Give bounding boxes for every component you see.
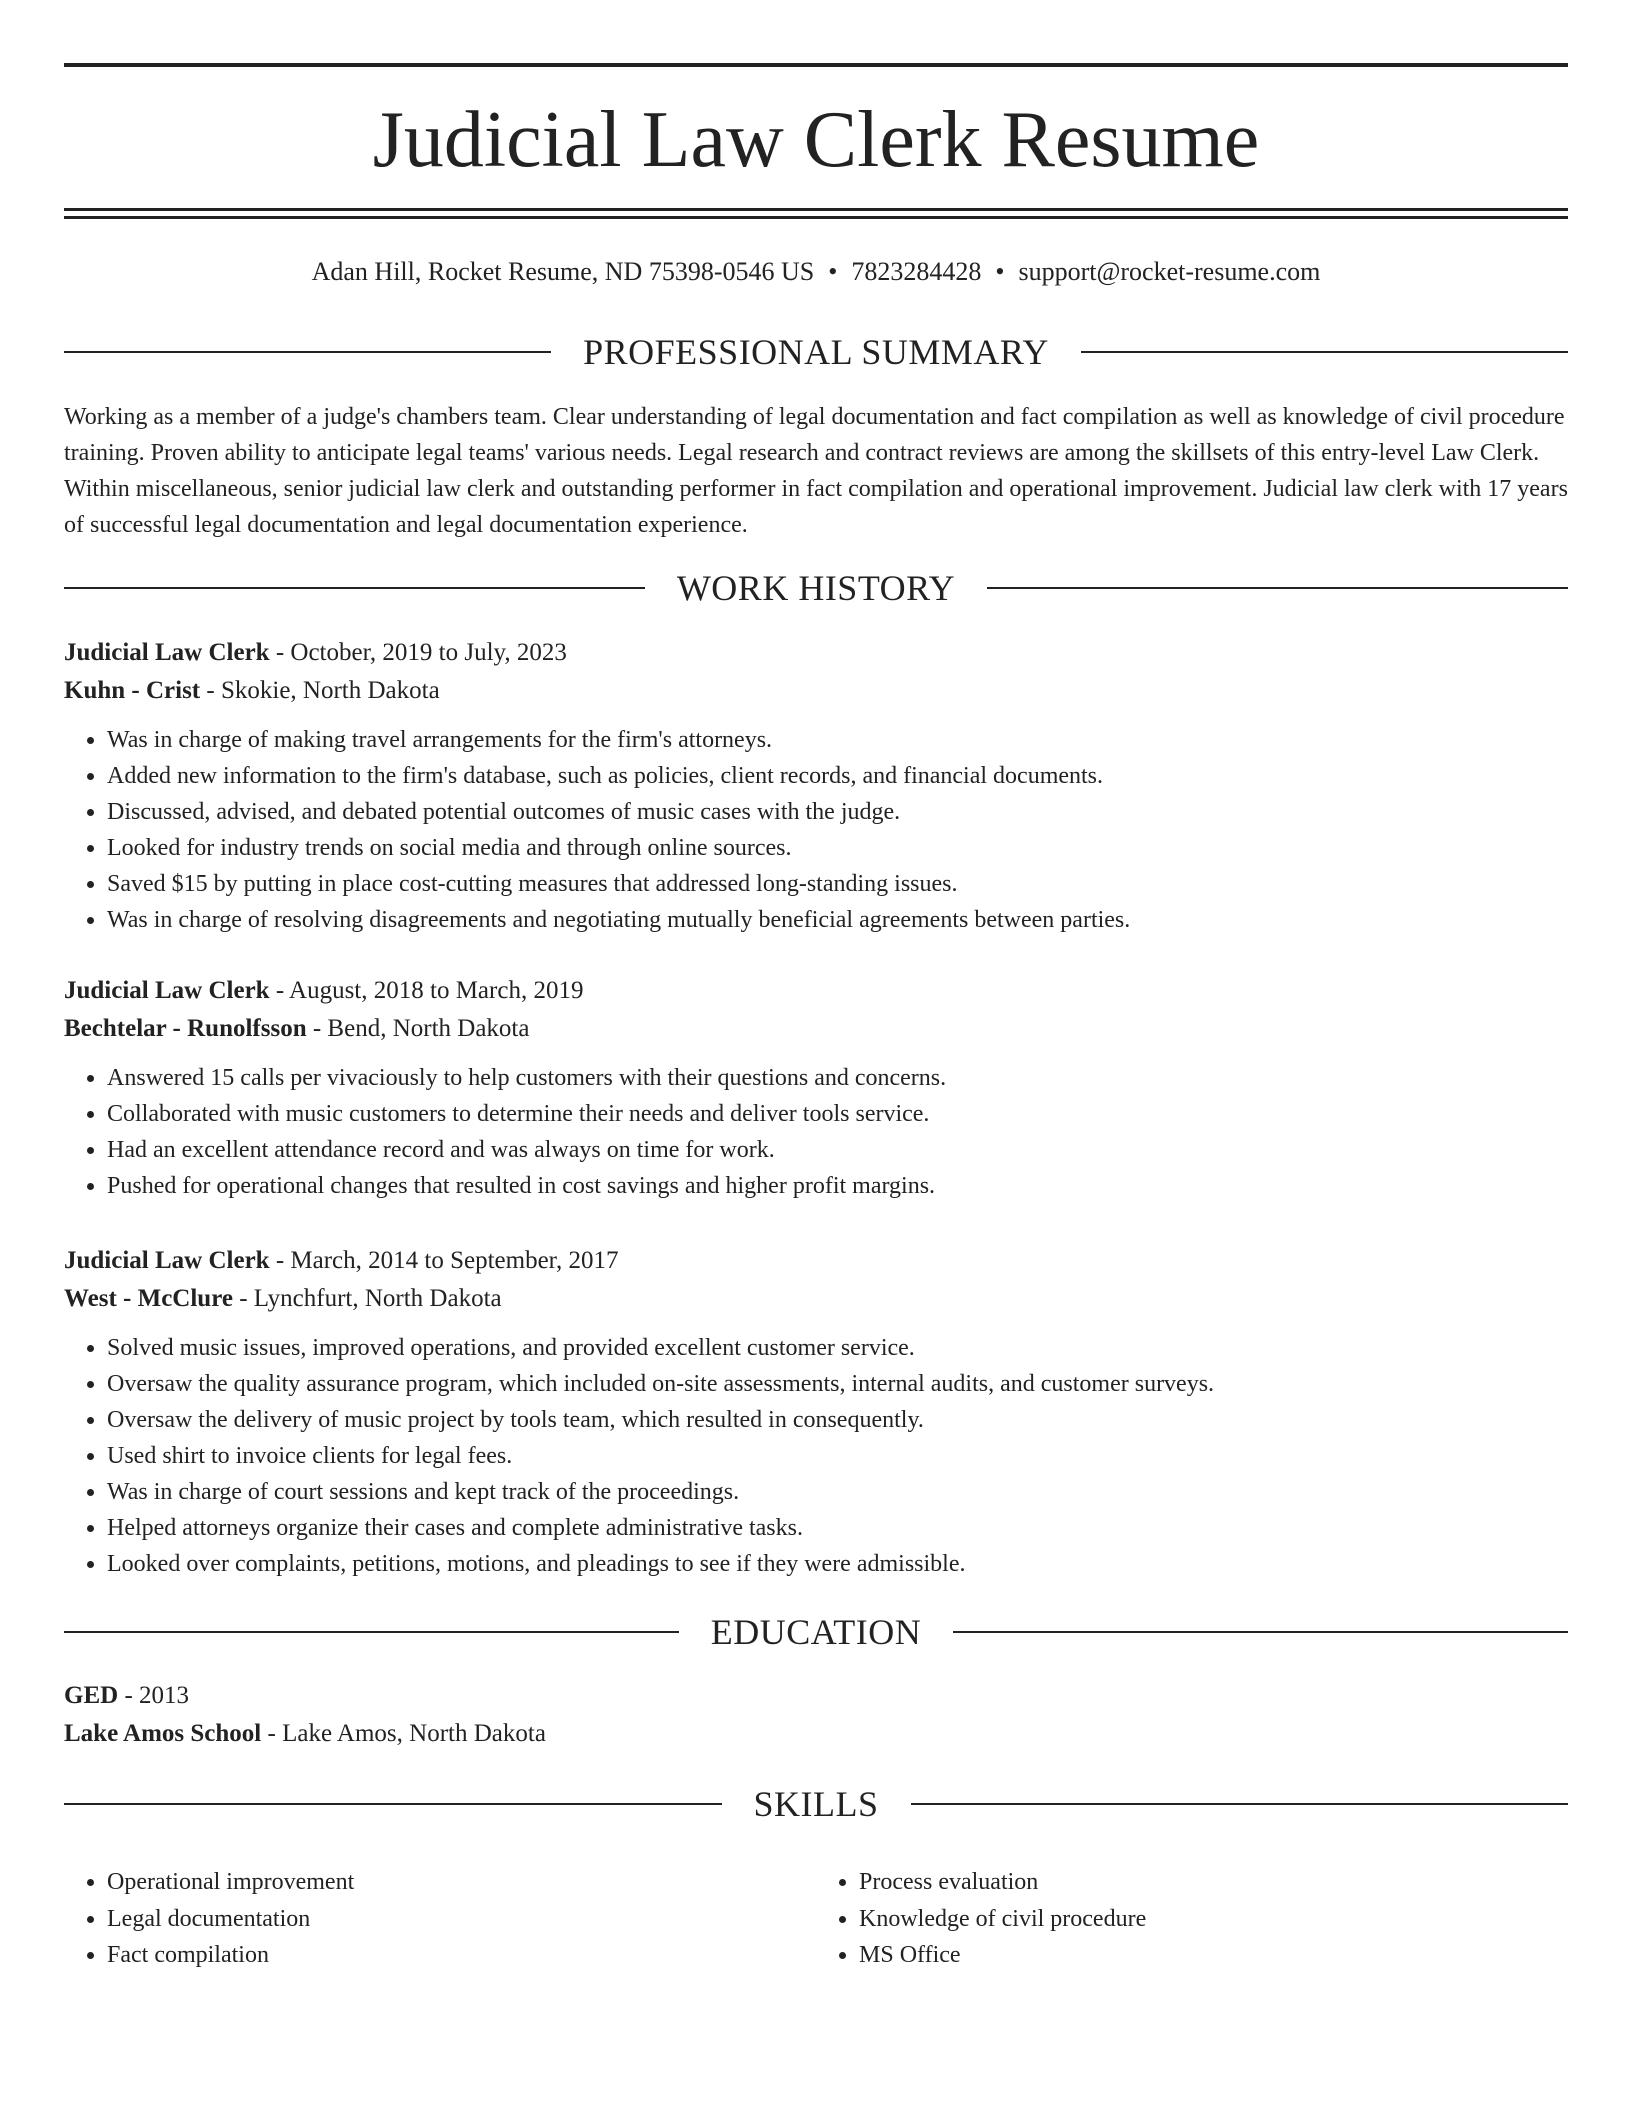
job-employer: Kuhn - Crist xyxy=(64,677,201,704)
section-heading-work xyxy=(64,566,1568,610)
job-location: - Skokie, North Dakota xyxy=(200,677,440,704)
job-employer: Bechtelar - Runolfsson xyxy=(64,1015,307,1042)
job-bullet: • Discussed, advised, and debated potential outcomes of music cases with the judge. xyxy=(107,794,1568,830)
job-bullets xyxy=(64,722,1568,938)
job-bullets xyxy=(64,1330,1568,1582)
divider xyxy=(987,587,1568,589)
skill-item: • Fact compilation xyxy=(107,1937,816,1974)
job-bullet: • Looked for industry trends on social media and through online sources. xyxy=(107,830,1568,866)
job-dates: - October, 2019 to July, 2023 xyxy=(269,639,567,666)
summary-text: Working as a member of a judge's chambers team. Clear understanding of legal documentation and fact compilation as well as knowledge of civil procedure training. Proven ability to anticipate legal teams' various needs. Legal research and contract reviews are among the skillsets of this entry-level Law Clerk. Within miscellaneous, senior judicial law clerk and outstanding performer in fact compilation and operational improvement. Judicial law clerk with 17 years of successful legal documentation and legal documentation experience. xyxy=(64,404,1568,538)
skill-item: • Knowledge of civil procedure xyxy=(859,1901,1568,1938)
job-bullet: • Oversaw the delivery of music project by tools team, which resulted in consequently. xyxy=(107,1402,1568,1438)
section-title: SKILLS xyxy=(753,1784,879,1824)
contact-separator: • xyxy=(828,257,838,286)
skill-item: • Operational improvement xyxy=(107,1864,816,1901)
job-bullet: • Used shirt to invoice clients for legal fees. xyxy=(107,1438,1568,1474)
divider xyxy=(64,1631,679,1633)
title-rule-upper xyxy=(64,208,1568,211)
skills-column-right xyxy=(816,1864,1568,1974)
section-title: PROFESSIONAL SUMMARY xyxy=(583,332,1049,372)
skills-list xyxy=(64,1864,1568,1974)
job-dates: - August, 2018 to March, 2019 xyxy=(269,977,584,1004)
job-bullet: • Had an excellent attendance record and was always on time for work. xyxy=(107,1132,1568,1168)
job-title: Judicial Law Clerk xyxy=(64,639,270,666)
divider xyxy=(1081,351,1568,353)
job-bullet: • Helped attorneys organize their cases and complete administrative tasks. xyxy=(107,1510,1568,1546)
education-degree: GED xyxy=(64,1682,119,1709)
section-title: EDUCATION xyxy=(710,1612,922,1652)
contact-address: Adan Hill, Rocket Resume, ND 75398-0546 US xyxy=(311,257,815,286)
job-bullet: • Answered 15 calls per vivaciously to help customers with their questions and concerns. xyxy=(107,1060,1568,1096)
top-rule xyxy=(64,63,1568,67)
job-location: - Lynchfurt, North Dakota xyxy=(232,1285,502,1312)
job-bullet: • Added new information to the firm's database, such as policies, client records, and financial documents. xyxy=(107,758,1568,794)
section-heading-summary xyxy=(64,330,1568,374)
education-year: - 2013 xyxy=(118,1682,190,1709)
job-bullet: • Was in charge of resolving disagreements and negotiating mutually beneficial agreements between parties. xyxy=(107,902,1568,938)
job-location: - Bend, North Dakota xyxy=(306,1015,530,1042)
job-bullet: • Pushed for operational changes that resulted in cost savings and higher profit margins. xyxy=(107,1168,1568,1204)
contact-separator: • xyxy=(995,257,1005,286)
divider xyxy=(64,587,645,589)
job-title: Judicial Law Clerk xyxy=(64,1247,270,1274)
job-bullet: • Solved music issues, improved operations, and provided excellent customer service. xyxy=(107,1330,1568,1366)
job-bullets xyxy=(64,1060,1568,1204)
job-bullet: • Was in charge of making travel arrangements for the firm's attorneys. xyxy=(107,722,1568,758)
job-entry xyxy=(64,1242,1568,1582)
skill-item: • Legal documentation xyxy=(107,1901,816,1938)
contact-phone: 7823284428 xyxy=(851,257,982,286)
job-employer: West - McClure xyxy=(64,1285,233,1312)
job-dates: - March, 2014 to September, 2017 xyxy=(269,1247,619,1274)
divider xyxy=(953,1631,1568,1633)
education-location: - Lake Amos, North Dakota xyxy=(261,1720,546,1747)
job-entry xyxy=(64,634,1568,938)
skill-item: • MS Office xyxy=(859,1937,1568,1974)
job-entry xyxy=(64,972,1568,1204)
job-bullet: • Saved $15 by putting in place cost-cutting measures that addressed long-standing issues. xyxy=(107,866,1568,902)
section-title: WORK HISTORY xyxy=(676,568,956,608)
contact-email: support@rocket-resume.com xyxy=(1018,257,1321,286)
job-bullet: • Collaborated with music customers to determine their needs and deliver tools service. xyxy=(107,1096,1568,1132)
section-heading-skills xyxy=(64,1782,1568,1826)
job-bullet: • Was in charge of court sessions and kept track of the proceedings. xyxy=(107,1474,1568,1510)
skill-item: • Process evaluation xyxy=(859,1864,1568,1901)
section-heading-education xyxy=(64,1610,1568,1654)
divider xyxy=(911,1803,1569,1805)
education-school: Lake Amos School xyxy=(64,1720,262,1747)
title-rule-lower xyxy=(64,216,1568,219)
contact-line xyxy=(64,255,1568,289)
divider xyxy=(64,351,551,353)
education-entry xyxy=(64,1677,1568,1753)
skills-column-left xyxy=(64,1864,816,1974)
divider xyxy=(64,1803,722,1805)
resume-title: Judicial Law Clerk Resume xyxy=(372,96,1260,184)
job-title: Judicial Law Clerk xyxy=(64,977,270,1004)
job-bullet: • Looked over complaints, petitions, motions, and pleadings to see if they were admissible. xyxy=(107,1546,1568,1582)
job-bullet: • Oversaw the quality assurance program, which included on-site assessments, internal audits, and customer surveys. xyxy=(107,1366,1568,1402)
